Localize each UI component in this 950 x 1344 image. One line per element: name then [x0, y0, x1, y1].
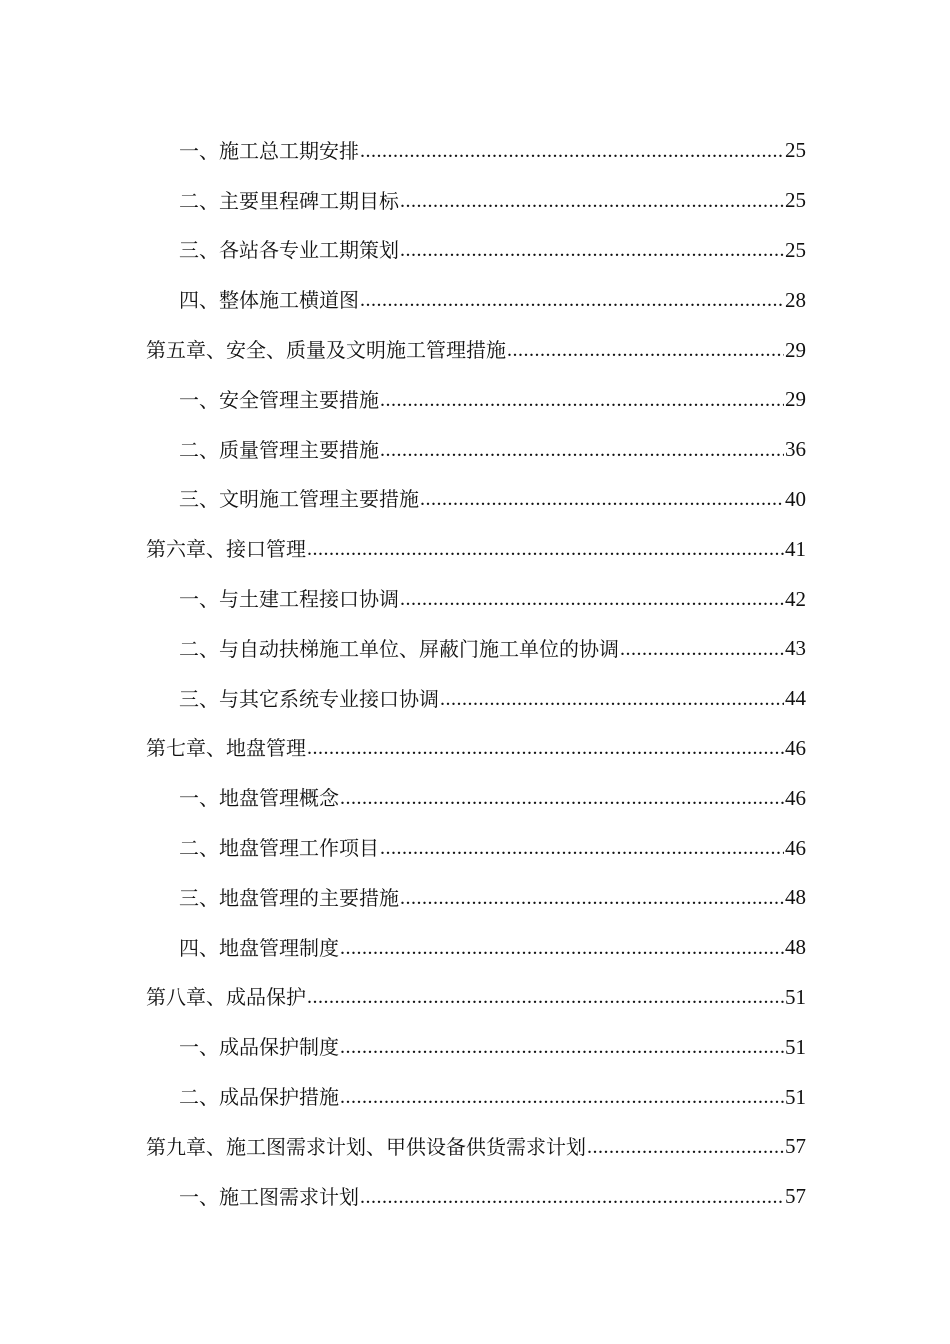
toc-chapter-entry[interactable]	[146, 724, 806, 774]
toc-entry-title: 四、整体施工横道图	[179, 288, 359, 313]
toc-dot-leader	[380, 838, 784, 858]
toc-entry[interactable]	[146, 475, 806, 525]
toc-dot-leader	[340, 788, 784, 808]
toc-entry-page: 29	[785, 337, 806, 362]
toc-entry-page: 43	[785, 636, 806, 661]
toc-entry[interactable]	[146, 923, 806, 973]
toc-dot-leader	[307, 987, 784, 1007]
toc-dot-leader	[587, 1137, 784, 1157]
toc-entry-page: 51	[785, 1034, 806, 1059]
toc-dot-leader	[360, 290, 784, 310]
toc-entry-title: 一、安全管理主要措施	[179, 387, 379, 412]
toc-dot-leader	[420, 489, 784, 509]
toc-entry-title: 第六章、接口管理	[146, 537, 306, 562]
toc-dot-leader	[400, 888, 784, 908]
toc-entry-page: 36	[785, 437, 806, 462]
toc-entry-title: 三、地盘管理的主要措施	[179, 885, 399, 910]
toc-entry-title: 一、施工图需求计划	[179, 1184, 359, 1209]
toc-entry[interactable]	[146, 873, 806, 923]
toc-dot-leader	[400, 191, 784, 211]
toc-entry[interactable]	[146, 1022, 806, 1072]
toc-chapter-entry[interactable]	[146, 1122, 806, 1172]
toc-entry-title: 三、文明施工管理主要措施	[179, 487, 419, 512]
toc-entry-page: 46	[785, 835, 806, 860]
toc-entry-page: 48	[785, 885, 806, 910]
toc-dot-leader	[360, 1187, 784, 1207]
toc-entry[interactable]	[146, 1072, 806, 1122]
toc-chapter-entry[interactable]	[146, 325, 806, 375]
toc-entry[interactable]	[146, 773, 806, 823]
toc-entry-page: 51	[785, 984, 806, 1009]
toc-entry-title: 一、施工总工期安排	[179, 138, 359, 163]
toc-entry-title: 第五章、安全、质量及文明施工管理措施	[146, 338, 506, 363]
toc-chapter-entry[interactable]	[146, 524, 806, 574]
toc-entry-page: 28	[785, 287, 806, 312]
toc-dot-leader	[307, 738, 784, 758]
toc-dot-leader	[340, 1087, 784, 1107]
toc-dot-leader	[307, 539, 784, 559]
toc-entry-title: 三、各站各专业工期策划	[179, 238, 399, 263]
toc-dot-leader	[380, 390, 784, 410]
toc-entry-page: 25	[785, 188, 806, 213]
toc-dot-leader	[380, 440, 784, 460]
toc-entry[interactable]	[146, 375, 806, 425]
toc-entry-page: 46	[785, 735, 806, 760]
toc-entry-title: 二、质量管理主要措施	[179, 437, 379, 462]
toc-dot-leader	[440, 689, 784, 709]
toc-entry-page: 29	[785, 387, 806, 412]
toc-dot-leader	[400, 589, 784, 609]
toc-entry-title: 第七章、地盘管理	[146, 736, 306, 761]
toc-dot-leader	[507, 340, 784, 360]
toc-entry-title: 二、主要里程碑工期目标	[179, 188, 399, 213]
toc-entry-title: 二、成品保护措施	[179, 1085, 339, 1110]
toc-entry-title: 一、成品保护制度	[179, 1035, 339, 1060]
toc-entry-page: 42	[785, 586, 806, 611]
toc-entry-title: 第九章、施工图需求计划、甲供设备供货需求计划	[146, 1134, 586, 1159]
toc-entry-title: 二、地盘管理工作项目	[179, 836, 379, 861]
toc-entry-title: 二、与自动扶梯施工单位、屏蔽门施工单位的协调	[179, 636, 619, 661]
toc-entry[interactable]	[146, 275, 806, 325]
toc-entry-title: 一、与土建工程接口协调	[179, 587, 399, 612]
toc-entry-page: 40	[785, 486, 806, 511]
toc-entry[interactable]	[146, 1172, 806, 1222]
toc-entry-page: 44	[785, 686, 806, 711]
toc-entry-page: 51	[785, 1084, 806, 1109]
toc-entry[interactable]	[146, 226, 806, 276]
toc-entry-title: 四、地盘管理制度	[179, 935, 339, 960]
toc-entry-title: 第八章、成品保护	[146, 985, 306, 1010]
toc-entry[interactable]	[146, 425, 806, 475]
toc-chapter-entry[interactable]	[146, 973, 806, 1023]
toc-entry-page: 48	[785, 935, 806, 960]
toc-entry-page: 25	[785, 138, 806, 163]
toc-entry[interactable]	[146, 674, 806, 724]
toc-entry[interactable]	[146, 574, 806, 624]
toc-entry-page: 46	[785, 785, 806, 810]
toc-dot-leader	[340, 938, 784, 958]
toc-entry-page: 57	[785, 1184, 806, 1209]
toc-entry-page: 57	[785, 1134, 806, 1159]
toc-dot-leader	[360, 141, 784, 161]
toc-entry[interactable]	[146, 624, 806, 674]
toc-entry[interactable]	[146, 176, 806, 226]
toc-entry-page: 25	[785, 237, 806, 262]
toc-dot-leader	[400, 240, 784, 260]
toc-dot-leader	[340, 1037, 784, 1057]
toc-entry-page: 41	[785, 536, 806, 561]
table-of-contents	[146, 126, 806, 1222]
toc-entry-title: 一、地盘管理概念	[179, 786, 339, 811]
toc-entry[interactable]	[146, 126, 806, 176]
toc-entry-title: 三、与其它系统专业接口协调	[179, 686, 439, 711]
toc-entry[interactable]	[146, 823, 806, 873]
toc-dot-leader	[620, 639, 784, 659]
